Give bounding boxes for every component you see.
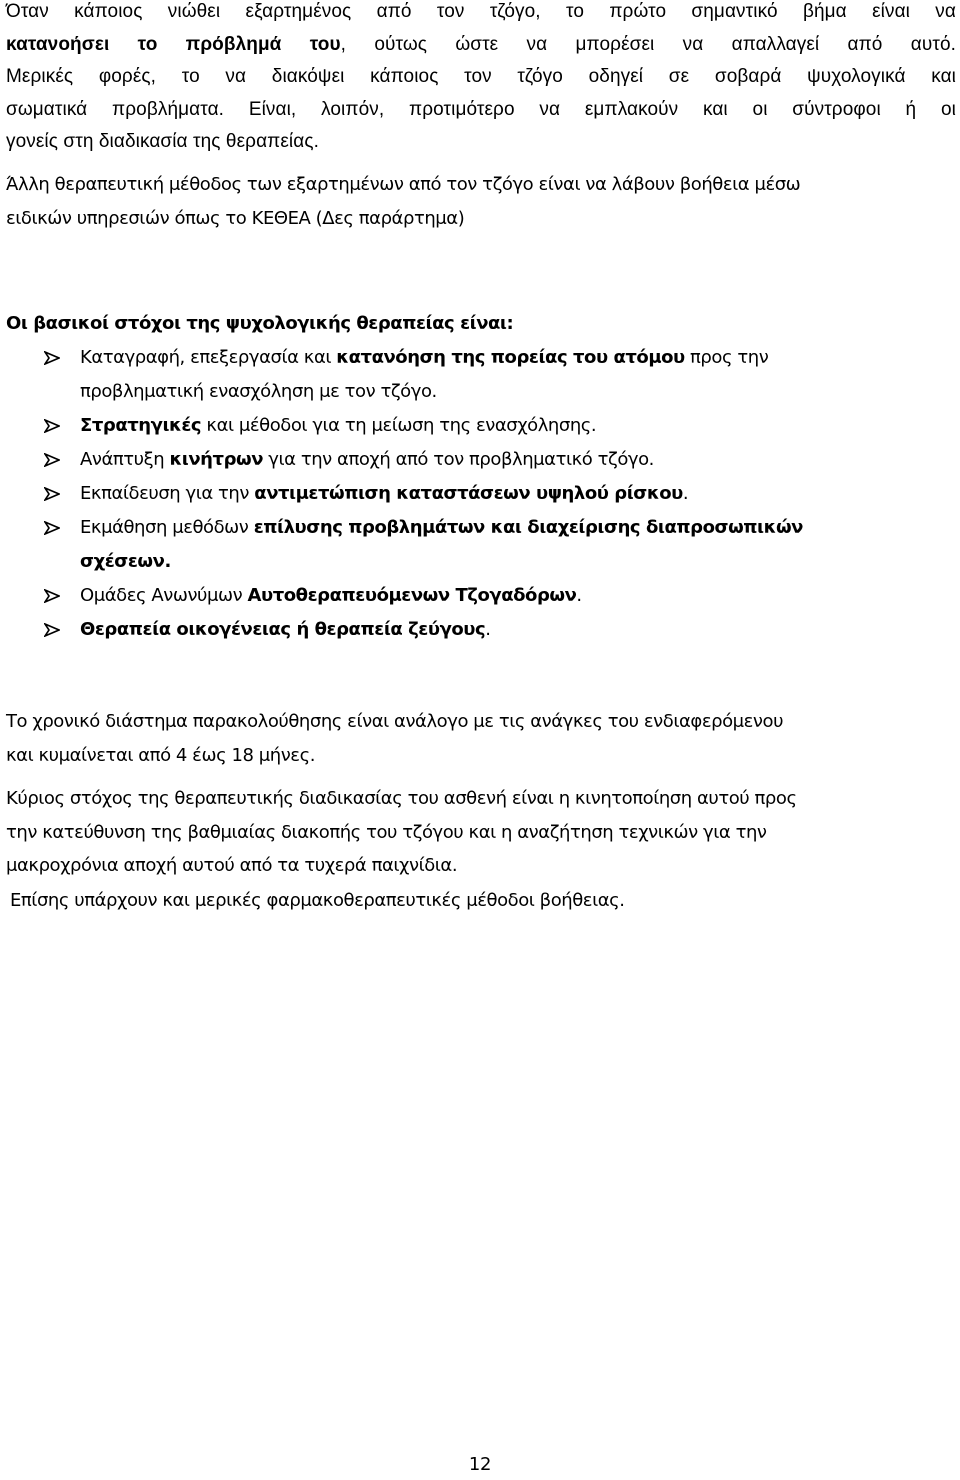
- pharmacotherapy-paragraph: [10, 884, 960, 918]
- followup-duration-paragraph: [6, 705, 956, 772]
- goal-item: [0, 443, 880, 477]
- goal-emphasis: Θεραπεία οικογένειας ή θεραπεία ζεύγους: [80, 619, 486, 640]
- goal-emphasis-continued: σχέσεων.: [80, 551, 171, 572]
- arrowhead-bullet-icon: [44, 453, 60, 467]
- goal-text-continued: προβληματική ενασχόληση με τον τζόγο.: [80, 381, 437, 402]
- goal-text: προς την: [684, 347, 769, 368]
- pharmacotherapy-line: Επίσης υπάρχουν και μερικές φαρμακοθεραπευτικές μέθοδοι βοήθειας.: [10, 890, 625, 911]
- goal-text: .: [682, 483, 689, 504]
- goal-emphasis: Αυτοθεραπευόμενων Τζογαδόρων: [247, 585, 577, 606]
- goal-item: [0, 579, 880, 613]
- goal-emphasis: κατανόηση της πορείας του ατόμου: [336, 347, 685, 368]
- intro-emphasis: κατανοήσει το πρόβλημά του: [6, 33, 341, 55]
- goal-item: [0, 477, 880, 511]
- intro-line-4: σωματικά προβλήματα. Είναι, λοιπόν, προτιμότερο να εμπλακούν και οι σύντροφοι ή οι: [6, 98, 956, 120]
- goal-item: [0, 613, 880, 647]
- main-goal-line-1: Κύριος στόχος της θεραπευτικής διαδικασίας του ασθενή είναι η κινητοποίηση αυτού προς: [6, 788, 797, 809]
- intro-line-2: [6, 29, 956, 62]
- arrowhead-bullet-icon: [44, 521, 60, 535]
- goal-text: και μέθοδοι για τη μείωση της ενασχόλησης.: [201, 415, 597, 436]
- followup-line-1: Το χρονικό διάστημα παρακολούθησης είναι ανάλογο με τις ανάγκες του ενδιαφερόμενου: [6, 711, 784, 732]
- goals-heading: Οι βασικοί στόχοι της ψυχολογικής θεραπείας είναι:: [6, 313, 514, 334]
- goals-list: [0, 341, 960, 647]
- goal-item: [0, 409, 880, 443]
- main-goal-paragraph: [6, 782, 956, 883]
- goal-text: Καταγραφή, επεξεργασία και: [80, 347, 337, 368]
- goal-text: Ομάδες Ανωνύμων: [80, 585, 248, 606]
- followup-line-2: και κυμαίνεται από 4 έως 18 μήνες.: [6, 744, 315, 766]
- main-goal-line-2: την κατεύθυνση της βαθμιαίας διακοπής του τζόγου και η αναζήτηση τεχνικών για την: [6, 821, 767, 843]
- therapy-method-line-1: Άλλη θεραπευτική μέθοδος των εξαρτημένων από τον τζόγο είναι να λάβουν βοήθεια μέσω: [6, 174, 801, 195]
- arrowhead-bullet-icon: [44, 487, 60, 501]
- goal-emphasis: επίλυσης προβλημάτων και διαχείρισης διαπροσωπικών: [253, 517, 803, 538]
- therapy-method-paragraph: [6, 168, 956, 235]
- intro-line-1: Όταν κάποιος νιώθει εξαρτημένος από τον τζόγο, το πρώτο σημαντικό βήμα είναι να: [6, 1, 956, 22]
- goal-item: [0, 341, 880, 409]
- goal-text: .: [576, 585, 582, 606]
- arrowhead-bullet-icon: [44, 419, 60, 433]
- arrowhead-bullet-icon: [44, 623, 60, 637]
- intro-line-5: γονείς στη διαδικασία της θεραπείας.: [6, 131, 319, 152]
- goal-text: για την αποχή από τον προβληματικό τζόγο.: [263, 449, 654, 470]
- arrowhead-bullet-icon: [44, 351, 60, 365]
- goal-emphasis: Στρατηγικές: [80, 415, 202, 436]
- goal-text: Εκμάθηση μεθόδων: [80, 517, 254, 538]
- goal-emphasis: αντιμετώπιση καταστάσεων υψηλού ρίσκου: [254, 483, 683, 504]
- goal-text: Ανάπτυξη: [80, 449, 170, 470]
- page-number: 12: [468, 1454, 492, 1475]
- goal-emphasis: κινήτρων: [169, 449, 264, 470]
- intro-paragraph: [6, 0, 956, 159]
- therapy-method-line-2: ειδικών υπηρεσιών όπως το ΚΕΘΕΑ (Δες παράρτημα): [6, 207, 465, 229]
- arrowhead-bullet-icon: [44, 589, 60, 603]
- goal-text: .: [485, 619, 491, 640]
- goal-item: [0, 511, 880, 579]
- main-goal-line-3: μακροχρόνια αποχή αυτού από τα τυχερά παιχνίδια.: [6, 855, 458, 876]
- intro-line-2-rest: , ούτως ώστε να μπορέσει να απαλλαγεί από αυτό.: [340, 33, 956, 55]
- intro-line-3: Μερικές φορές, το να διακόψει κάποιος τον τζόγο οδηγεί σε σοβαρά ψυχολογικά και: [6, 66, 956, 87]
- goal-text: Εκπαίδευση για την: [80, 483, 255, 504]
